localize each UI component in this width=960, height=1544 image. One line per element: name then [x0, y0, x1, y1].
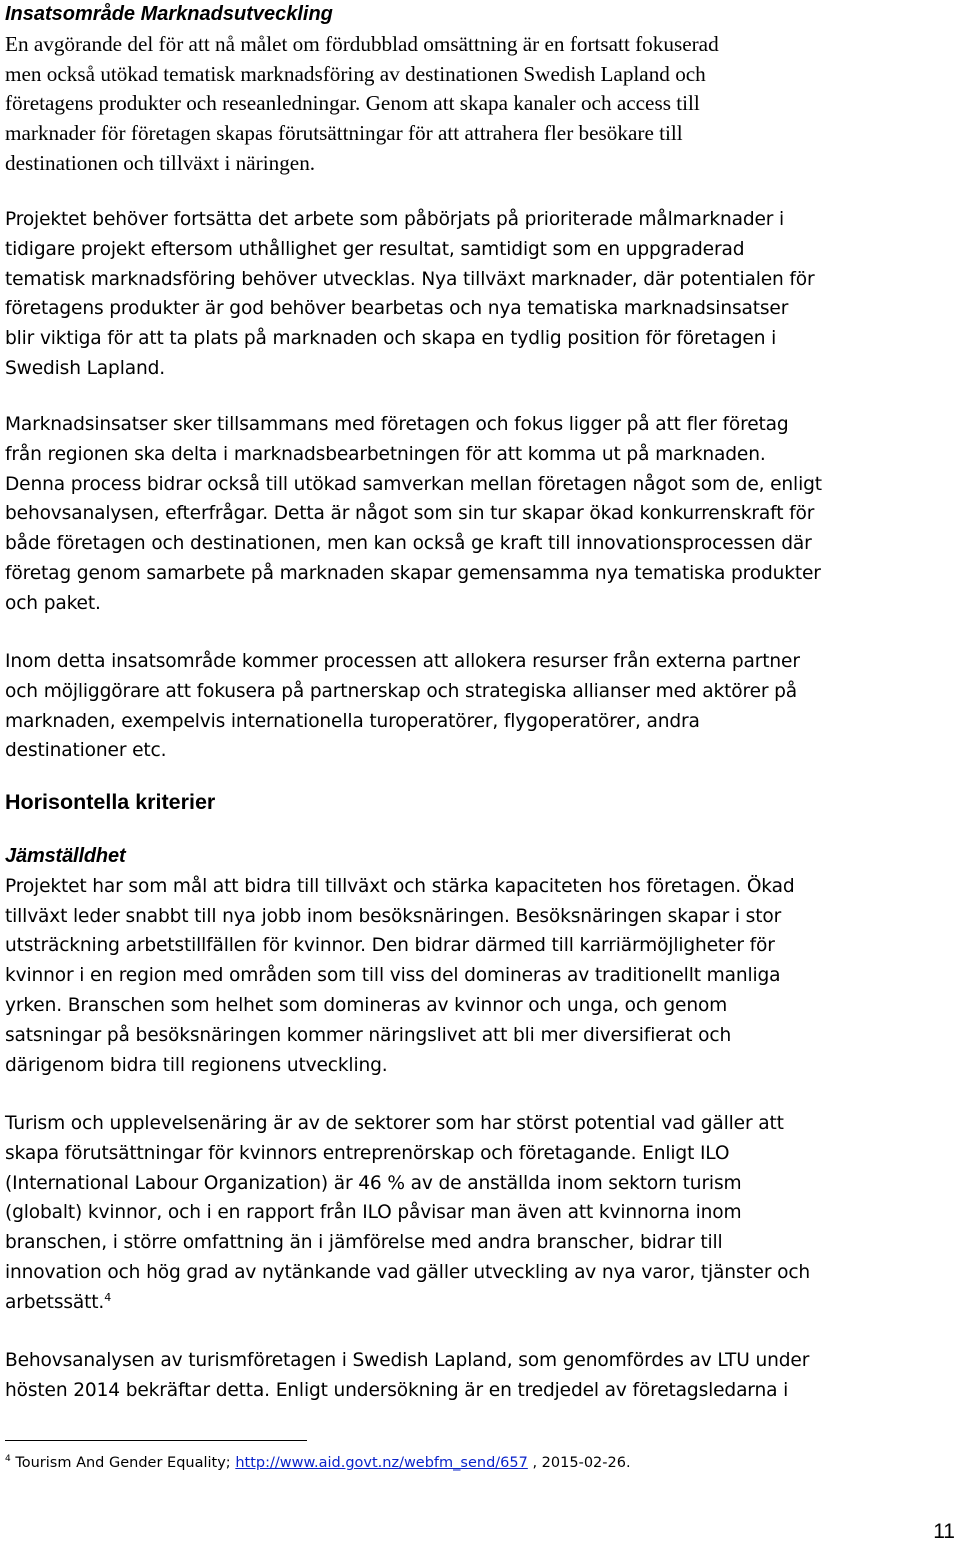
footnote-text: Tourism And Gender Equality;: [10, 1455, 236, 1471]
para3-line: Marknadsinsatser sker tillsammans med företagen och fokus ligger på att fler företag: [5, 414, 789, 435]
para3-line: både företagen och destinationen, men kan också ge kraft till innovationsprocessen där: [5, 533, 812, 555]
para3-line: och paket.: [5, 592, 101, 614]
footnote-number: 4: [5, 1454, 11, 1465]
para2-line: tematisk marknadsföring behöver utvecklas. Nya tillväxt marknader, där potentialen för: [5, 268, 815, 290]
para4-line: Inom detta insatsområde kommer processen att allokera resurser från externa partner: [5, 651, 800, 672]
footnote-divider: [5, 1440, 307, 1441]
paragraph-3: [5, 410, 955, 619]
para5-line: tillväxt leder snabbt till nya jobb inom besöksnäringen. Besöksnäringen skapar i stor: [5, 905, 782, 927]
para2-line: blir viktiga för att ta plats på marknaden och skapa en tydlig position för företagen i: [5, 328, 777, 350]
para4-line: och möjliggörare att fokusera på partnerskap och strategiska allianser med aktörer på: [5, 680, 798, 702]
para5-line: yrken. Branschen som helhet som domineras av kvinnor och unga, och genom: [5, 994, 728, 1016]
para5-line: kvinnor i en region med områden som till viss del domineras av traditionellt manliga: [5, 965, 781, 987]
para6-line: (International Labour Organization) är 46 % av de anställda inom sektorn turism: [5, 1172, 742, 1194]
para2-line: Swedish Lapland.: [5, 357, 166, 379]
para6-line-last: [5, 1288, 955, 1318]
para1-line: En avgörande del för att nå målet om fördubblad omsättning är en fortsatt fokuserad: [5, 31, 719, 56]
para6-line: innovation och hög grad av nytänkande vad gäller utveckling av nya varor, tjänster och: [5, 1261, 811, 1283]
paragraph-4: [5, 647, 955, 766]
para3-line: företag genom samarbete på marknaden skapar gemensamma nya tematiska produkter: [5, 562, 821, 584]
heading-jamstalldhet: Jämställdhet: [5, 845, 126, 867]
para2-line: företagens produkter är god behöver bearbetas och nya tematiska marknadsinsatser: [5, 298, 789, 320]
para1-line: destinationen och tillväxt i näringen.: [5, 150, 316, 175]
para5-line: satsningar på besöksnäringen kommer näringslivet att bli mer diversifierat och: [5, 1024, 732, 1046]
section-jamstalldhet: [5, 842, 955, 1080]
para6-line: skapa förutsättningar för kvinnors entreprenörskap och företagande. Enligt ILO: [5, 1142, 730, 1164]
footnote-reference[interactable]: 4: [104, 1290, 112, 1304]
paragraph-6: [5, 1109, 955, 1318]
para7-line: hösten 2014 bekräftar detta. Enligt undersökning är en tredjedel av företagsledarna i: [5, 1379, 789, 1401]
footnote: [5, 1452, 631, 1474]
heading-horisontella-kriterier: Horisontella kriterier: [5, 790, 216, 814]
section-marknadsutveckling: [5, 0, 955, 179]
para1-line: marknader för företagen skapas förutsättningar för att attrahera fler besökare till: [5, 121, 683, 146]
para5-line: därigenom bidra till regionens utveckling.: [5, 1054, 388, 1076]
para7-line: Behovsanalysen av turismföretagen i Swedish Lapland, som genomfördes av LTU under: [5, 1350, 810, 1371]
heading-insatsomrade: Insatsområde Marknadsutveckling: [5, 3, 333, 25]
para6-line: branschen, i större omfattning än i jämförelse med andra branscher, bidrar till: [5, 1232, 723, 1254]
para3-line: behovsanalysen, efterfrågar. Detta är något som sin tur skapar ökad konkurrenskraft för: [5, 503, 815, 525]
para6-line: (globalt) kvinnor, och i en rapport från ILO påvisar man även att kvinnorna inom: [5, 1202, 742, 1224]
para2-line: tidigare projekt eftersom uthållighet ger resultat, samtidigt som en uppgraderad: [5, 238, 745, 260]
para1-line: företagens produkter och reseanledningar. Genom att skapa kanaler och access till: [5, 91, 700, 116]
page-number: 11: [933, 1520, 955, 1543]
footnote-date: , 2015-02-26.: [527, 1455, 631, 1471]
para5-line: utsträckning arbetstillfällen för kvinnor. Den bidrar därmed till karriärmöjligheter för: [5, 935, 775, 957]
paragraph-2: [5, 205, 955, 384]
para6-last-text: arbetssätt.: [5, 1291, 105, 1313]
para4-line: marknaden, exempelvis internationella turoperatörer, flygoperatörer, andra: [5, 710, 700, 732]
para1-line: men också utökad tematisk marknadsföring av destinationen Swedish Lapland och: [5, 61, 706, 86]
para3-line: Denna process bidrar också till utökad samverkan mellan företagen något som de, enligt: [5, 473, 822, 495]
para5-line: Projektet har som mål att bidra till tillväxt och stärka kapaciteten hos företagen. Ökad: [5, 875, 795, 897]
footnote-link[interactable]: http://www.aid.govt.nz/webfm_send/657: [235, 1455, 528, 1471]
heading-horisontella-kriterier-wrap: [5, 788, 955, 818]
para4-line: destinationer etc.: [5, 740, 167, 762]
para6-line: Turism och upplevelsenäring är av de sektorer som har störst potential vad gäller att: [5, 1113, 784, 1134]
paragraph-7: [5, 1346, 955, 1406]
para2-line: Projektet behöver fortsätta det arbete som påbörjats på prioriterade målmarknader i: [5, 209, 785, 230]
para3-line: från regionen ska delta i marknadsbearbetningen för att komma ut på marknaden.: [5, 443, 766, 465]
